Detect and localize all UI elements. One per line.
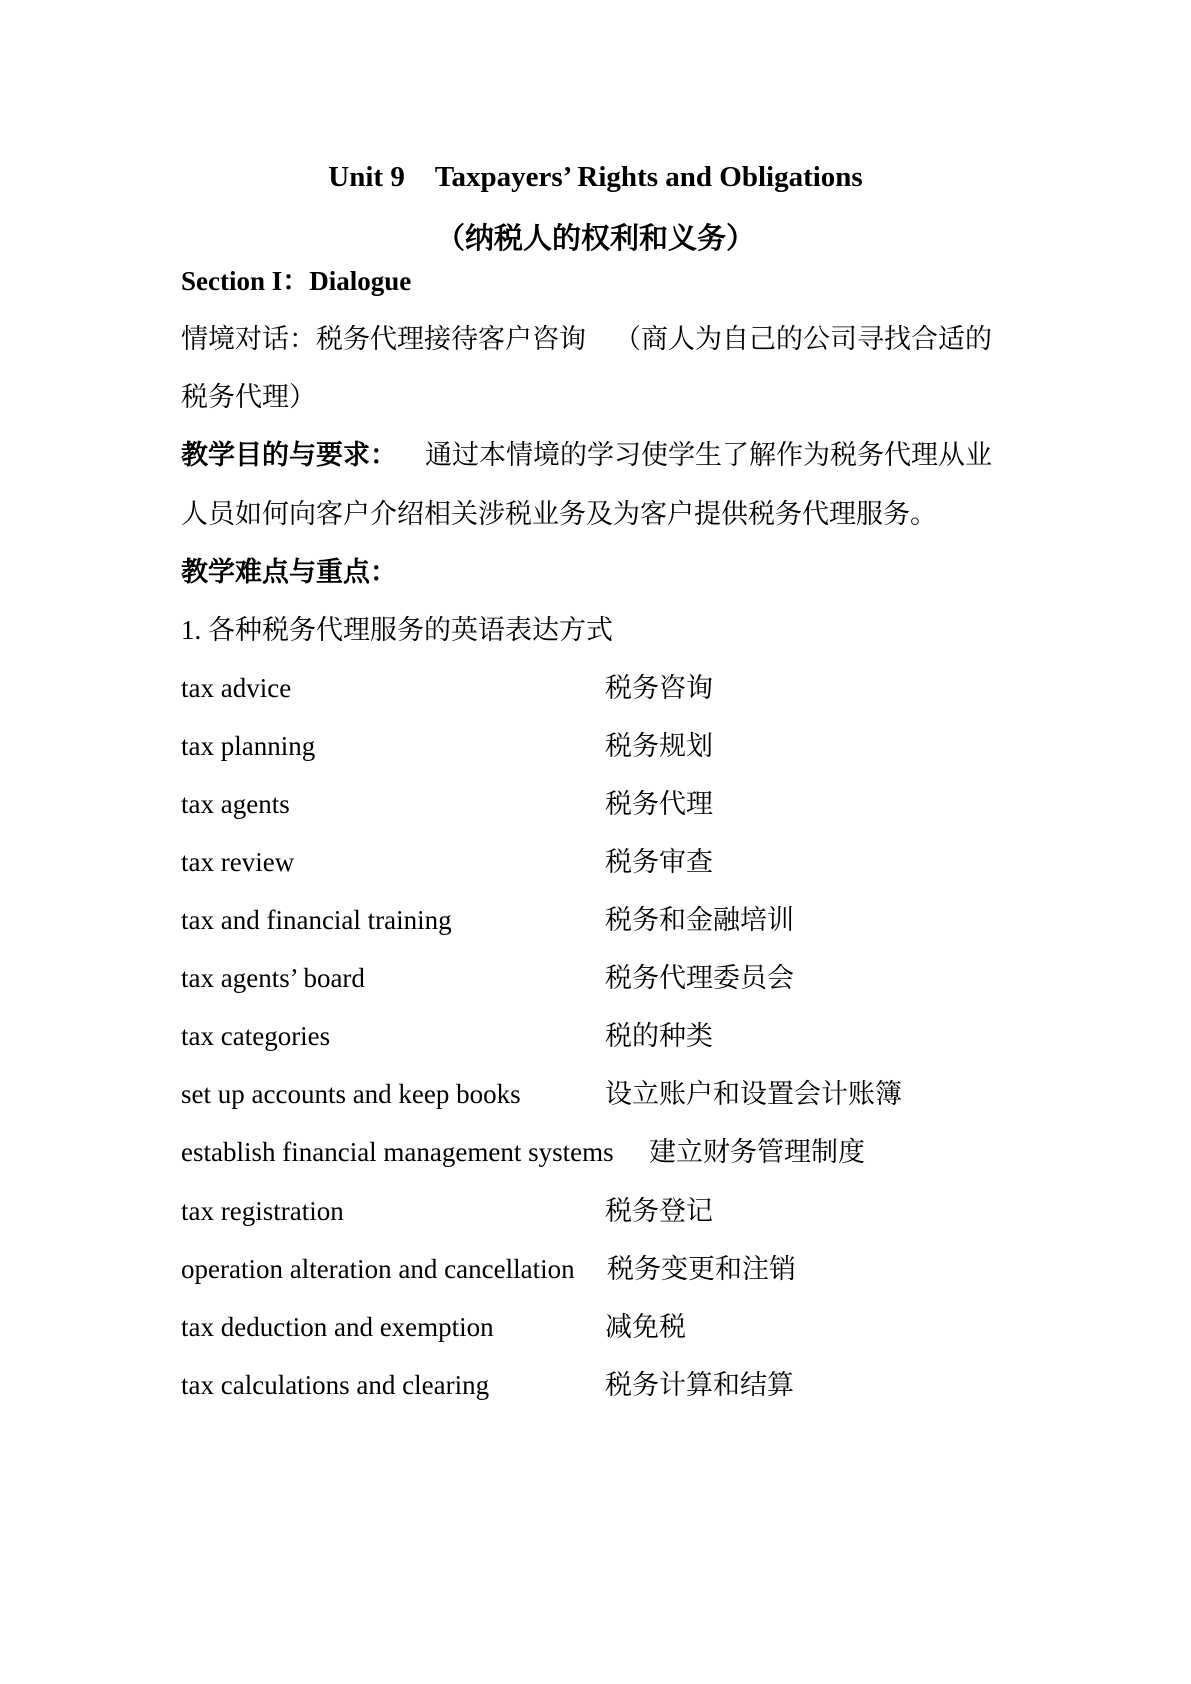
page-subtitle: （纳税人的权利和义务） (435, 223, 755, 255)
point-1: 1. 各种税务代理服务的英语表达方式 (181, 615, 613, 645)
term-english: tax agents (181, 789, 290, 819)
term-english: tax calculations and clearing (181, 1370, 490, 1400)
term-english: tax registration (181, 1196, 344, 1226)
term-chinese: 税的种类 (605, 1021, 713, 1051)
difficulty-heading: 教学难点与重点： (181, 557, 397, 587)
term-chinese: 税务规划 (605, 731, 713, 761)
term-chinese: 设立账户和设置会计账簿 (605, 1079, 902, 1109)
term-english: tax planning (181, 731, 316, 761)
term-chinese: 税务和金融培训 (605, 905, 794, 935)
term-english: tax agents’ board (181, 963, 365, 993)
term-chinese: 税务审查 (605, 847, 713, 877)
term-english: tax categories (181, 1021, 331, 1051)
term-english: tax advice (181, 673, 292, 703)
term-chinese: 税务咨询 (605, 673, 713, 703)
term-english: establish financial management systems (181, 1137, 614, 1167)
term-english: tax and financial training (181, 905, 452, 935)
objective-line-2: 人员如何向客户介绍相关涉税业务及为客户提供税务代理服务。 (181, 499, 937, 529)
term-chinese: 减免税 (605, 1312, 686, 1342)
term-chinese: 建立财务管理制度 (649, 1137, 865, 1167)
term-english: tax review (181, 847, 295, 877)
scenario-text-b: （商人为自己的公司寻找合适的 (614, 324, 992, 354)
objective-text: 通过本情境的学习使学生了解作为税务代理从业 (425, 440, 992, 470)
term-english: set up accounts and keep books (181, 1079, 521, 1109)
title-unit: Unit 9 (328, 161, 405, 193)
term-english: operation alteration and cancellation (181, 1254, 575, 1284)
term-chinese: 税务代理委员会 (605, 963, 794, 993)
objective-label: 教学目的与要求： (181, 440, 397, 470)
objective-line-1 (181, 438, 992, 472)
page-title (0, 160, 1191, 194)
scenario-line-2: 税务代理） (181, 382, 316, 412)
section-heading: Section I：Dialogue (181, 266, 412, 296)
term-chinese: 税务代理 (605, 789, 713, 819)
title-english: Taxpayers’ Rights and Obligations (434, 161, 863, 193)
scenario-text-a: 情境对话：税务代理接待客户咨询 (181, 324, 586, 354)
term-chinese: 税务计算和结算 (605, 1370, 794, 1400)
term-chinese: 税务变更和注销 (607, 1254, 796, 1284)
term-chinese: 税务登记 (605, 1196, 713, 1226)
term-english: tax deduction and exemption (181, 1312, 494, 1342)
scenario-line-1 (181, 322, 992, 356)
